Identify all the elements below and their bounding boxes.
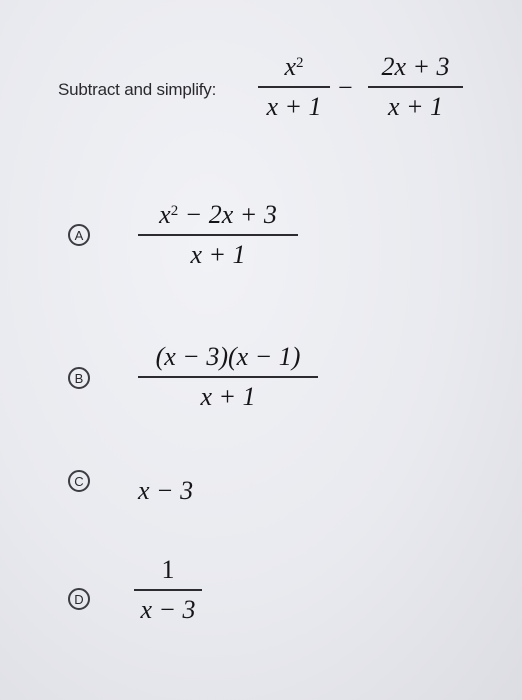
choice-a[interactable]: [68, 200, 488, 290]
choice-a-letter: A: [74, 227, 84, 243]
choice-d[interactable]: [68, 555, 488, 645]
choice-d-bar: [134, 589, 202, 591]
choice-a-fraction: [138, 200, 298, 270]
choice-b-radio[interactable]: [68, 367, 90, 389]
choice-d-numerator: 1: [161, 555, 175, 584]
choice-a-radio[interactable]: [68, 224, 90, 246]
choice-c-letter: C: [74, 473, 84, 489]
choice-a-numerator: $x^2 - 2x + 3$: [159, 200, 277, 229]
fraction-2-numerator: 2x + 3: [381, 52, 450, 81]
choice-b[interactable]: [68, 342, 488, 432]
choice-d-letter: D: [74, 591, 84, 607]
choice-b-denominator: x + 1: [200, 381, 256, 411]
choice-c-expression: x − 3: [138, 476, 194, 505]
choice-a-bar: [138, 234, 298, 236]
fraction-1-denominator: x + 1: [266, 91, 322, 121]
choice-b-bar: [138, 376, 318, 378]
fraction-1-bar: [258, 86, 330, 88]
subtract-operator: −: [338, 73, 353, 102]
choice-d-radio[interactable]: [68, 588, 90, 610]
question-fraction-2: [368, 52, 463, 122]
fraction-2-denominator: x + 1: [387, 91, 444, 121]
choice-c-radio[interactable]: [68, 470, 90, 492]
choice-b-fraction: [138, 342, 318, 412]
choice-d-denominator: x − 3: [140, 594, 196, 624]
choice-a-denominator: x + 1: [190, 239, 246, 269]
question-fraction-1: [258, 52, 330, 122]
choice-b-letter: B: [74, 370, 84, 386]
question-prompt: Subtract and simplify:: [58, 80, 217, 99]
choice-c[interactable]: [68, 470, 488, 510]
fraction-2-bar: [368, 86, 463, 88]
question: [58, 52, 498, 152]
choice-b-numerator: (x − 3)(x − 1): [155, 342, 301, 371]
fraction-1-numerator: $x^2$: [284, 52, 304, 81]
choice-d-fraction: [134, 555, 202, 625]
